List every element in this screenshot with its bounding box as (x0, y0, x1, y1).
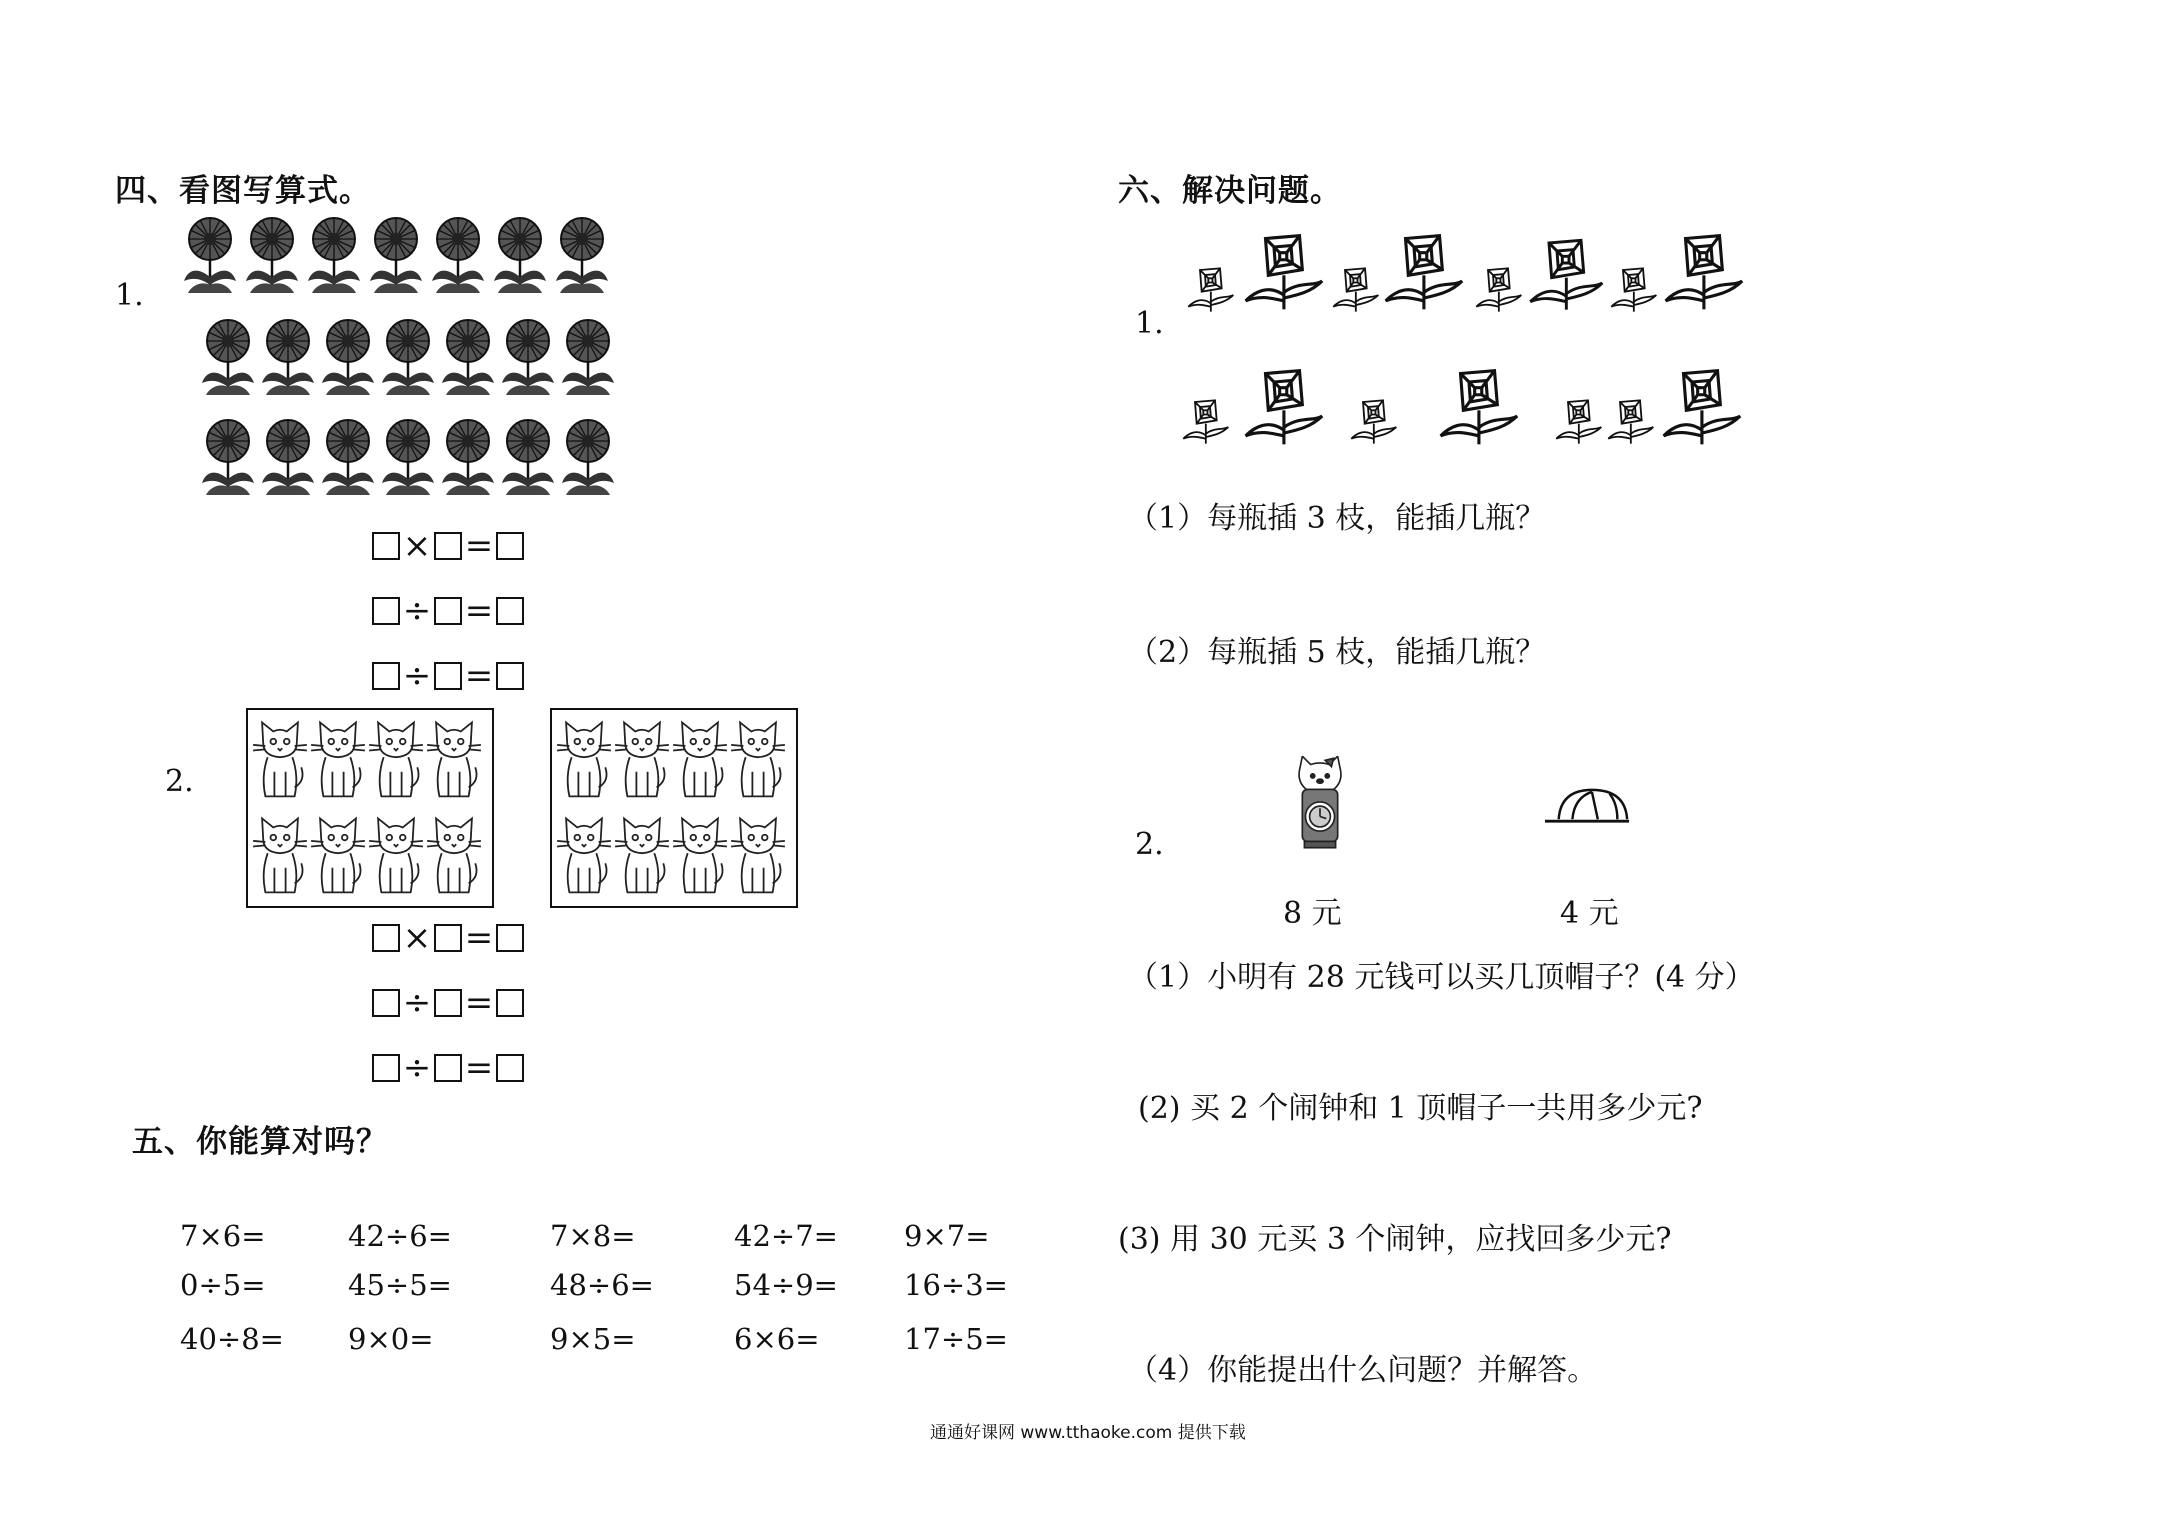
q1-sub1: （1）每瓶插 3 枝，能插几瓶？ (1128, 501, 1546, 536)
cat-picture-left (248, 710, 492, 906)
calc-item: 16÷3= (904, 1268, 1008, 1302)
cat-frame-left (246, 708, 494, 908)
equation-row (372, 1048, 524, 1088)
equation-row (372, 983, 524, 1023)
answer-box[interactable] (434, 532, 462, 560)
answer-box[interactable] (434, 924, 462, 952)
equation-row (372, 918, 524, 958)
calc-item: 42÷6= (348, 1219, 452, 1253)
q1-sub2: （2）每瓶插 5 枝，能插几瓶？ (1128, 635, 1546, 670)
flower-picture (180, 215, 620, 505)
flower-row-1 (184, 218, 608, 293)
rose-row-2 (1183, 371, 1740, 445)
answer-box[interactable] (372, 532, 400, 560)
flower-row-2 (202, 320, 614, 395)
equation-row (372, 656, 524, 696)
q2-sub4: （4）你能提出什么问题？并解答。 (1128, 1353, 1598, 1388)
answer-box[interactable] (496, 924, 524, 952)
q1-number: 1. (115, 278, 144, 313)
q2-sub3: (3) 用 30 元买 3 个闹钟，应找回多少元? (1118, 1222, 1672, 1257)
answer-box[interactable] (496, 532, 524, 560)
calc-item: 6×6= (734, 1322, 820, 1356)
calc-item: 7×8= (550, 1219, 636, 1253)
equation-group-2 (372, 918, 524, 1088)
calc-item: 48÷6= (550, 1268, 654, 1302)
answer-box[interactable] (372, 989, 400, 1017)
calc-item: 9×5= (550, 1322, 636, 1356)
answer-box[interactable] (434, 989, 462, 1017)
q2-number: 2. (165, 764, 194, 799)
answer-box[interactable] (496, 1054, 524, 1082)
clock-icon (1290, 754, 1350, 854)
rose-picture (1180, 225, 1760, 465)
calc-item: 54÷9= (734, 1268, 838, 1302)
operator: ÷ (402, 1048, 432, 1088)
clock-price: 8 元 (1283, 896, 1342, 931)
equation-row (372, 591, 524, 631)
answer-box[interactable] (496, 597, 524, 625)
footer-text: 通通好课网 www.tthaoke.com 提供下载 (930, 1423, 1246, 1443)
operator: ÷ (402, 591, 432, 631)
calc-item: 7×6= (180, 1219, 266, 1253)
hat-icon (1544, 782, 1634, 830)
equals-sign: = (464, 983, 494, 1023)
cat-picture-right (552, 710, 796, 906)
answer-box[interactable] (434, 597, 462, 625)
section6-title: 六、解决问题。 (1118, 173, 1342, 209)
operator: × (402, 526, 432, 566)
answer-box[interactable] (496, 989, 524, 1017)
answer-box[interactable] (372, 1054, 400, 1082)
answer-box[interactable] (372, 662, 400, 690)
answer-box[interactable] (434, 662, 462, 690)
equals-sign: = (464, 656, 494, 696)
calc-item: 40÷8= (180, 1322, 284, 1356)
equation-row (372, 526, 524, 566)
equals-sign: = (464, 918, 494, 958)
answer-box[interactable] (372, 924, 400, 952)
answer-box[interactable] (372, 597, 400, 625)
section4-title: 四、看图写算式。 (115, 173, 371, 209)
calc-item: 9×0= (348, 1322, 434, 1356)
equation-group-1 (372, 526, 524, 696)
flower-row-3 (202, 420, 614, 495)
calc-item: 0÷5= (180, 1268, 266, 1302)
calc-item: 45÷5= (348, 1268, 452, 1302)
rose-row-1 (1188, 236, 1742, 312)
operator: ÷ (402, 656, 432, 696)
q2-sub1: （1）小明有 28 元钱可以买几顶帽子？(4 分） (1128, 960, 1755, 995)
q2-sub2: (2) 买 2 个闹钟和 1 顶帽子一共用多少元? (1138, 1091, 1703, 1126)
q1-number: 1. (1135, 306, 1164, 341)
answer-box[interactable] (496, 662, 524, 690)
hat-price: 4 元 (1560, 896, 1619, 931)
calc-item: 9×7= (904, 1219, 990, 1253)
calc-item: 42÷7= (734, 1219, 838, 1253)
section5-title: 五、你能算对吗？ (132, 1124, 388, 1160)
operator: ÷ (402, 983, 432, 1023)
equals-sign: = (464, 526, 494, 566)
calc-item: 17÷5= (904, 1322, 1008, 1356)
q2-number: 2. (1135, 827, 1164, 862)
equals-sign: = (464, 591, 494, 631)
operator: × (402, 918, 432, 958)
cat-frame-right (550, 708, 798, 908)
answer-box[interactable] (434, 1054, 462, 1082)
equals-sign: = (464, 1048, 494, 1088)
